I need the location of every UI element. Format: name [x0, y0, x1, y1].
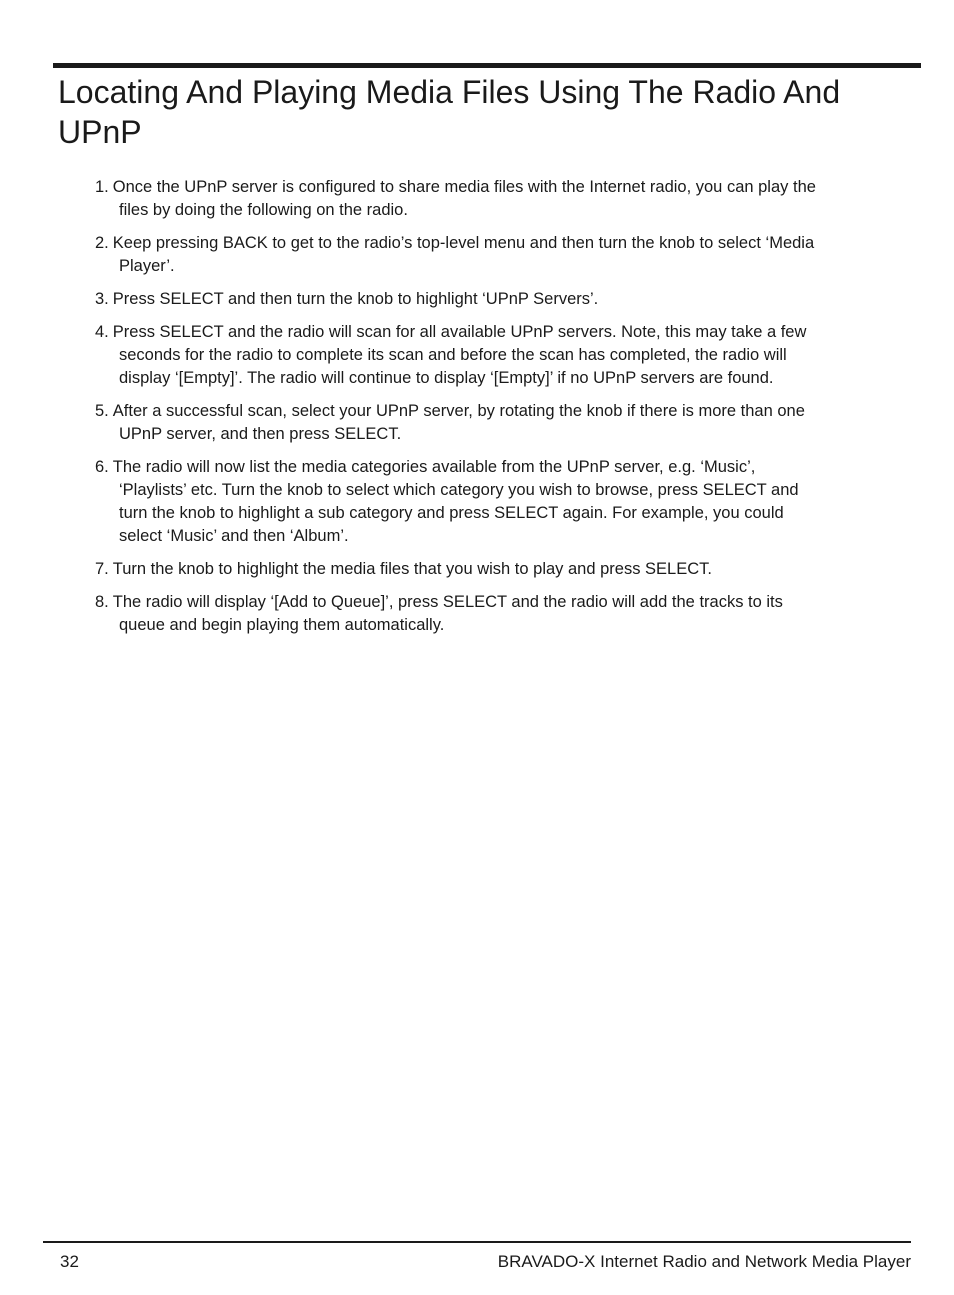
step-text: After a successful scan, select your UPnP server, by rotating the knob if there is more than one UPnP server, and then press SELECT. [112, 402, 805, 444]
bottom-rule [43, 1241, 911, 1243]
step-item [95, 558, 820, 581]
step-text: Press SELECT and then turn the knob to highlight ‘UPnP Servers’. [112, 290, 599, 309]
step-item [95, 176, 820, 222]
step-item [95, 321, 820, 389]
step-number: 6. [95, 458, 109, 477]
step-number: 8. [95, 593, 109, 612]
top-rule [53, 63, 921, 68]
footer-product-name: BRAVADO-X Internet Radio and Network Media Player [497, 1252, 911, 1271]
step-item [95, 456, 820, 547]
page-title: Locating And Playing Media Files Using The Radio And UPnP [58, 74, 841, 150]
step-number: 1. [95, 178, 109, 196]
step-item [95, 400, 820, 446]
step-item [95, 288, 820, 311]
step-text: Turn the knob to highlight the media files that you wish to play and press SELECT. [112, 560, 712, 579]
footer-page-number: 32 [60, 1252, 79, 1271]
step-text: Keep pressing BACK to get to the radio’s top-level menu and then turn the knob to select ‘Media Player’. [112, 234, 815, 275]
step-text: Press SELECT and the radio will scan for all available UPnP servers. Note, this may take a few seconds for the radio to complete its scan and before the scan has completed, the radio will display ‘[Empty]’. The radio will continue to display ‘[Empty]’ if no UPnP servers are found. [112, 323, 807, 388]
step-number: 2. [95, 234, 109, 253]
step-text: The radio will display ‘[Add to Queue]’, press SELECT and the radio will add the tracks to its queue and begin playing them automatically. [112, 593, 783, 635]
steps-list [95, 176, 820, 648]
step-number: 4. [95, 323, 109, 342]
step-item [95, 591, 820, 637]
step-number: 5. [95, 402, 109, 421]
step-text: Once the UPnP server is configured to share media files with the Internet radio, you can play the files by doing the following on the radio. [112, 178, 816, 219]
step-number: 7. [95, 560, 109, 579]
step-number: 3. [95, 290, 109, 309]
step-text: The radio will now list the media categories available from the UPnP server, e.g. ‘Music’, ‘Playlists’ etc. Turn the knob to select which category you wish to browse, press SELECT and turn the knob to highlight a sub category and press SELECT again. For example, you could select ‘Music’ and then ‘Album’. [112, 458, 799, 545]
step-item [95, 232, 820, 278]
